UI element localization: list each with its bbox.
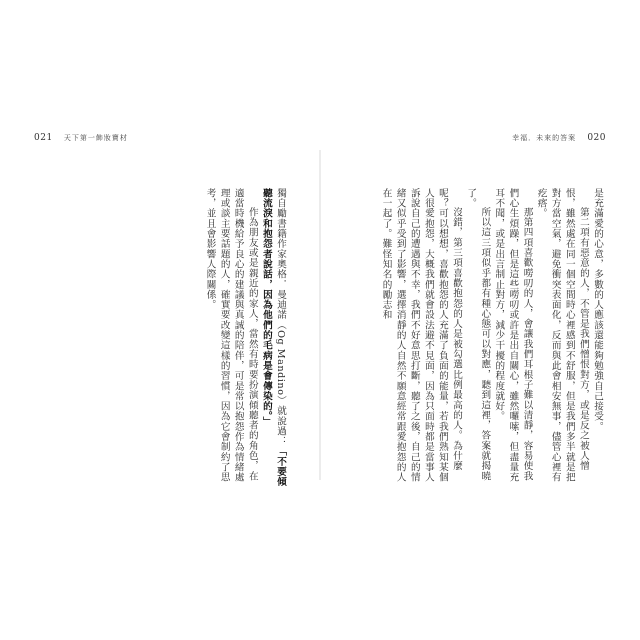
bold-quote: 「不要傾聽流淚和抱怨者說話，因為他們的毛病是會傳染的。」 [260, 188, 286, 487]
paragraph: 沒錯，第三項喜歡抱怨的人是被勾選比例最高的人。為什麼呢？可以想想，喜歡抱怨的人充滿了負面的能量，若我們熟知某個人很愛抱怨，大概我們就會設法避不見面，因為只面時都是當事人訴說自己的遭遇與不幸，我們不好意思打斷，聽了之後，自己的情緒又似乎受到了影響，選擇消靜的人自然不願意經常跟愛抱怨的人在一起了。難怪知名的勵志和 [380, 188, 463, 483]
paragraph: 所以這三項似乎都有種心態可以對應，聽到這裡，答案就揭曉了。 [465, 188, 491, 482]
running-head: 天下第一飾妝寶材 [63, 134, 128, 142]
paragraph-text: 獨自勵書籍作家奧格．曼迪諾（Og Mandino）就說過： [275, 188, 286, 447]
left-page-header [34, 133, 128, 143]
page-number: 020 [587, 133, 606, 143]
left-page-body [202, 188, 287, 488]
right-page [320, 0, 640, 640]
right-page-body [379, 188, 605, 488]
paragraph [259, 188, 287, 488]
paragraph: 那第四項喜歡嘮叨的人，會讓我們耳根子難以清靜，容易使我們心生煩躁，但是這些嘮叨或許是出自關心，雖然囉嗦，但盡量充耳不聞，或是出言制止對方，減少干擾的程度就好。 [493, 188, 533, 483]
running-head: 幸福．未來的答案 [512, 134, 577, 142]
paragraph: 是充滿愛的心意，多數的人應該還能夠勉強自己接受。 [592, 188, 603, 432]
page-number: 021 [34, 133, 53, 143]
paragraph [202, 188, 258, 488]
paragraph: 第二項有惡意的人，不管是我們憎恨對方，或是反之被人憎恨，雖然處在同一個空間時心裡感到不舒服，但是我們多半就是把對方當空氣，避免衝突表面化，反而與此會相安無事，儘管心裡有疙瘩。 [535, 188, 589, 483]
right-page-header [512, 133, 606, 143]
paragraph-text: 作為朋友或是親近的家人，當然有時要扮演傾聽者的角色，在適當時機給予良心的建議與真誠的陪伴，可是常以抱怨作為情緒處理或談主要話題的人，確實要改變這樣的習慣，因為它會制約了思考，並且會影響人際關係。 [204, 188, 258, 483]
